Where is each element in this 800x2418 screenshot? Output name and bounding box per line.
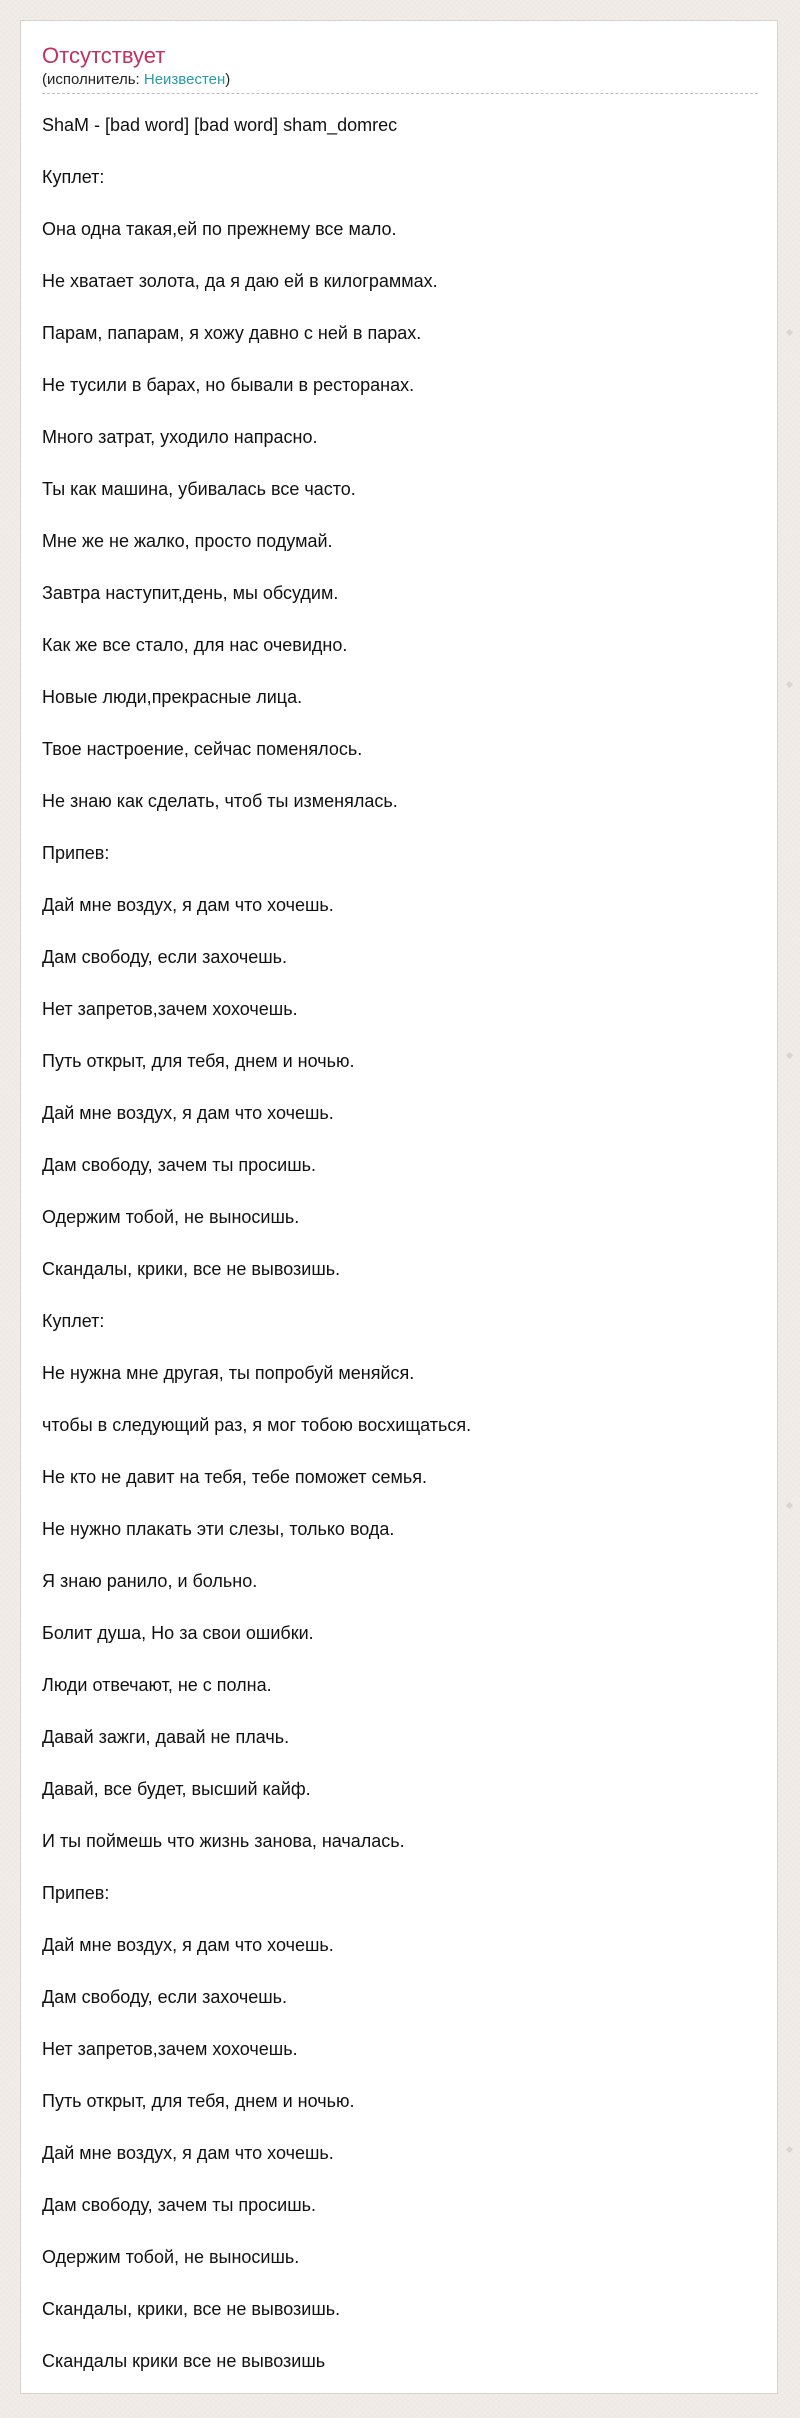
lyric-line: Скандалы, крики, все не вывозишь. (42, 1259, 341, 1279)
lyric-line: Дай мне воздух, я дам что хочешь. (42, 895, 334, 915)
lyric-line: Не кто не давит на тебя, тебе поможет семья. (42, 1467, 428, 1487)
lyric-line: Новые люди,прекрасные лица. (42, 687, 303, 707)
lyric-line: Скандалы крики все не вывозишь (42, 2351, 326, 2371)
lyric-line: Много затрат, уходило напрасно. (42, 427, 318, 447)
background-decoration (786, 1052, 793, 1059)
lyric-line: Дам свободу, зачем ты просишь. (42, 2195, 317, 2215)
lyric-line: Припев: (42, 1883, 110, 1903)
artist-prefix: (исполнитель: (42, 71, 144, 88)
lyric-line: чтобы в следующий раз, я мог тобою восхищаться. (42, 1415, 472, 1435)
lyrics-list (42, 99, 758, 2387)
lyric-line: Давай зажги, давай не плачь. (42, 1727, 290, 1747)
lyric-line: Я знаю ранило, и больно. (42, 1571, 258, 1591)
lyric-line: Припев: (42, 843, 110, 863)
lyric-line: Люди отвечают, не с полна. (42, 1675, 272, 1695)
lyric-line: Нет запретов,зачем хохочешь. (42, 999, 298, 1019)
lyric-line: ShaM - [bad word] [bad word] sham_domrec (42, 115, 398, 135)
lyric-line: Нет запретов,зачем хохочешь. (42, 2039, 298, 2059)
lyric-line: Скандалы, крики, все не вывозишь. (42, 2299, 341, 2319)
lyric-line: Одержим тобой, не выносишь. (42, 2247, 300, 2267)
lyric-line: Дам свободу, если захочешь. (42, 1987, 288, 2007)
lyric-line: Дай мне воздух, я дам что хочешь. (42, 1935, 334, 1955)
background-decoration (786, 681, 793, 688)
lyric-line: Дай мне воздух, я дам что хочешь. (42, 2143, 334, 2163)
background-decoration (786, 1502, 793, 1509)
lyrics-card (20, 20, 778, 2394)
lyric-line: Дам свободу, зачем ты просишь. (42, 1155, 317, 1175)
lyric-line: Дам свободу, если захочешь. (42, 947, 288, 967)
lyric-line: Твое настроение, сейчас поменялось. (42, 739, 363, 759)
lyric-line: Не знаю как сделать, чтоб ты изменялась. (42, 791, 398, 811)
lyric-line: Ты как машина, убивалась все часто. (42, 479, 356, 499)
lyric-line: Не тусили в барах, но бывали в ресторанах. (42, 375, 415, 395)
lyric-line: Мне же не жалко, просто подумай. (42, 531, 333, 551)
artist-link[interactable]: Неизвестен (143, 71, 226, 88)
lyric-line: Не нужна мне другая, ты попробуй меняйся. (42, 1363, 415, 1383)
song-subtitle (42, 71, 230, 89)
lyric-line: Не хватает золота, да я даю ей в килограммах. (42, 271, 438, 291)
lyric-line: Как же все стало, для нас очевидно. (42, 635, 348, 655)
background-decoration (786, 2146, 793, 2153)
background-decoration (786, 329, 793, 336)
lyric-line: Давай, все будет, высший кайф. (42, 1779, 311, 1799)
lyric-line: Завтра наступит,день, мы обсудим. (42, 583, 339, 603)
lyric-line: Парам, папарам, я хожу давно с ней в парах. (42, 323, 422, 343)
lyric-line: Не нужно плакать эти слезы, только вода. (42, 1519, 395, 1539)
artist-suffix: ) (225, 71, 231, 88)
lyric-line: Путь открыт, для тебя, днем и ночью. (42, 1051, 355, 1071)
lyric-line: И ты поймешь что жизнь занова, началась. (42, 1831, 405, 1851)
lyric-line: Болит душа, Но за свои ошибки. (42, 1623, 314, 1643)
lyric-line: Куплет: (42, 1311, 105, 1331)
title-divider (42, 93, 758, 94)
lyric-line: Путь открыт, для тебя, днем и ночью. (42, 2091, 355, 2111)
lyric-line: Одержим тобой, не выносишь. (42, 1207, 300, 1227)
lyric-line: Куплет: (42, 167, 105, 187)
lyric-line: Дай мне воздух, я дам что хочешь. (42, 1103, 334, 1123)
song-title: Отсутствует (42, 43, 166, 68)
lyric-line: Она одна такая,ей по прежнему все мало. (42, 219, 397, 239)
